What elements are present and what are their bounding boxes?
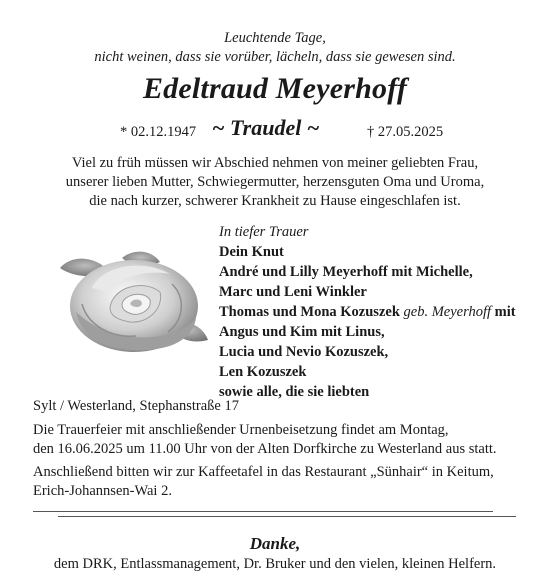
motto-line-1: Leuchtende Tage, (224, 30, 326, 46)
ceremony-line-3: Anschließend bitten wir zur Kaffeetafel in das Restaurant „Sünhair“ in Keitum, (33, 464, 494, 480)
intro-line-2: unserer lieben Mutter, Schwiegermutter, herzensguten Oma und Uroma, (65, 174, 485, 190)
rose-image (52, 248, 212, 356)
thanks-text: dem DRK, Entlassmanagement, Dr. Bruker und den vielen, kleinen Helfern. (53, 556, 497, 572)
address: Sylt / Westerland, Stephanstraße 17 (33, 398, 239, 414)
mourner-line (219, 302, 516, 322)
mourner-line: Marc und Leni Winkler (219, 284, 367, 300)
deceased-name: Edeltraud Meyerhoff (142, 72, 408, 105)
birth-date: * 02.12.1947 (120, 124, 197, 140)
mourner-conjunction: mit (494, 304, 516, 320)
maiden-name: geb. Meyerhoff (403, 304, 492, 320)
mourner-line: Dein Knut (219, 244, 284, 260)
mourner-names: Thomas und Mona Kozuszek (219, 304, 400, 320)
mourner-line: sowie alle, die sie liebten (219, 384, 370, 400)
mourner-line: Angus und Kim mit Linus, (219, 324, 385, 340)
intro-line-1: Viel zu früh müssen wir Abschied nehmen von meiner geliebten Frau, (71, 155, 479, 171)
intro-line-3: die nach kurzer, schwerer Krankheit zu Hause eingeschlafen ist. (89, 193, 461, 209)
mourner-line: Lucia und Nevio Kozuszek, (219, 344, 389, 360)
mourner-line: Len Kozuszek (219, 364, 307, 380)
divider-line (33, 511, 493, 512)
nickname: ~ Traudel ~ (212, 115, 320, 140)
ceremony-line-4: Erich-Johannsen-Wai 2. (33, 483, 172, 499)
mourners-heading: In tiefer Trauer (219, 224, 309, 240)
ceremony-line-1: Die Trauerfeier mit anschließender Urnenbeisetzung findet am Montag, (33, 422, 449, 438)
mourners-block (219, 222, 516, 402)
divider-line (58, 516, 516, 517)
ceremony-line-2: den 16.06.2025 um 11.00 Uhr von der Alten Dorfkirche zu Westerland aus statt. (33, 441, 497, 457)
death-date: † 27.05.2025 (367, 124, 444, 140)
motto-line-2: nicht weinen, dass sie vorüber, lächeln, dass sie gewesen sind. (94, 49, 456, 65)
mourner-line: André und Lilly Meyerhoff mit Michelle, (219, 264, 473, 280)
thanks-title: Danke, (249, 534, 301, 553)
